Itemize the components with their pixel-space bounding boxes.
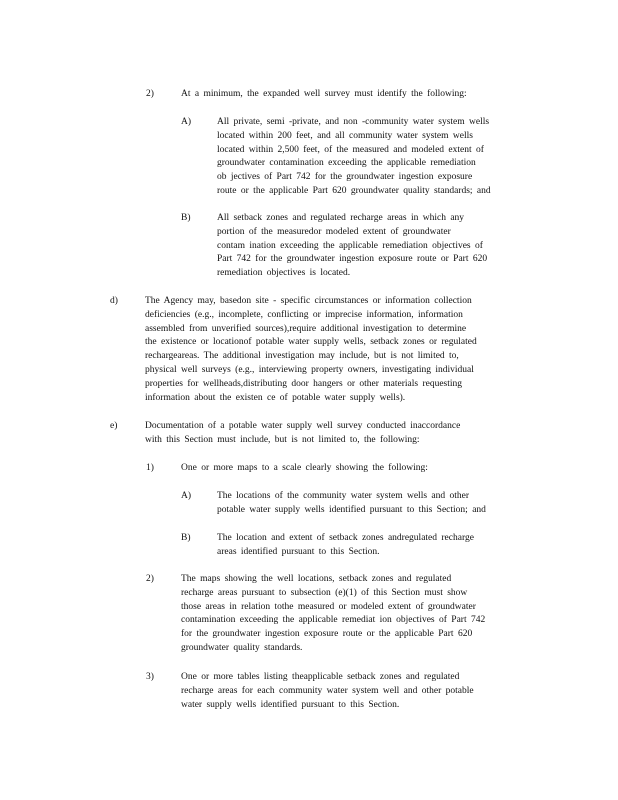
item-label: 3) bbox=[146, 672, 154, 682]
subsection-2-B bbox=[181, 212, 561, 281]
item-text: One or more maps to a scale clearly showing the following: bbox=[181, 463, 428, 473]
item-text: One or more tables listing theapplicable setback zones and regulated recharge areas for each community water system well and other potable water supply wells identified pursuant to this Section. bbox=[181, 672, 474, 710]
subsection-d bbox=[110, 295, 570, 405]
item-label: 1) bbox=[146, 463, 154, 473]
item-label: B) bbox=[181, 533, 191, 543]
item-label: A) bbox=[181, 117, 192, 127]
item-text: At a minimum, the expanded well survey must identify the following: bbox=[181, 89, 467, 99]
item-text: The location and extent of setback zones andregulated recharge areas identified pursuant to this Section. bbox=[217, 533, 474, 557]
subsection-e bbox=[110, 420, 570, 448]
item-label: e) bbox=[110, 421, 118, 431]
subsection-e-3 bbox=[146, 671, 566, 712]
item-label: 2) bbox=[146, 89, 154, 99]
item-text: The locations of the community water system wells and other potable water supply wells identified pursuant to this Section; and bbox=[217, 491, 486, 515]
item-text: The maps showing the well locations, setback zones and regulated recharge areas pursuant to subsection (e)(1) of this Section must show those areas in relation tothe measured or modeled extent of groundwater contamination exceeding the applicable remediat ion objectives of Part 742 for the groundwater ingestion exposure route or the applicable Part 620 groundwater quality standards. bbox=[181, 574, 486, 653]
subsection-e-1 bbox=[146, 462, 566, 476]
item-label: A) bbox=[181, 491, 192, 501]
subsection-e-1-A bbox=[181, 490, 561, 518]
item-text: All setback zones and regulated recharge areas in which any portion of the measuredor modeled extent of groundwater contam ination exceeding the applicable remediation objectives of Part 742 for the groundwater ingestion exposure route or Part 620 remediation objectives is located. bbox=[217, 213, 488, 279]
subsection-2-A bbox=[181, 116, 561, 199]
subsection-e-2 bbox=[146, 573, 566, 656]
item-label: d) bbox=[110, 296, 118, 306]
item-label: 2) bbox=[146, 574, 154, 584]
item-text: Documentation of a potable water supply well survey conducted inaccordance with this Section must include, but is not limited to, the following: bbox=[145, 421, 461, 445]
subsection-e-1-B bbox=[181, 532, 561, 560]
subsection-2 bbox=[146, 88, 566, 102]
item-text: The Agency may, basedon site - specific circumstances or information collection deficiencies (e.g., incomplete, conflicting or imprecise information, information assembled from unverified sources),require additional investigation to determine the existence or locationof potable water supply wells, setback zones or regulated rechargeareas. The additional investigation may include, but is not limited to, physical well surveys (e.g., interviewing property owners, investigating individual properties for wellheads,distributing door hangers or other materials requesting information about the existen ce of potable water supply wells). bbox=[145, 296, 477, 403]
item-label: B) bbox=[181, 213, 191, 223]
item-text: All private, semi -private, and non -community water system wells located within 200 feet, and all community water system wells located within 2,500 feet, of the measured and modeled extent of groundwater contamination exceeding the applicable remediation ob jectives of Part 742 for the groundwater ingestion exposure route or the applicable Part 620 groundwater quality standards; and bbox=[217, 117, 491, 196]
